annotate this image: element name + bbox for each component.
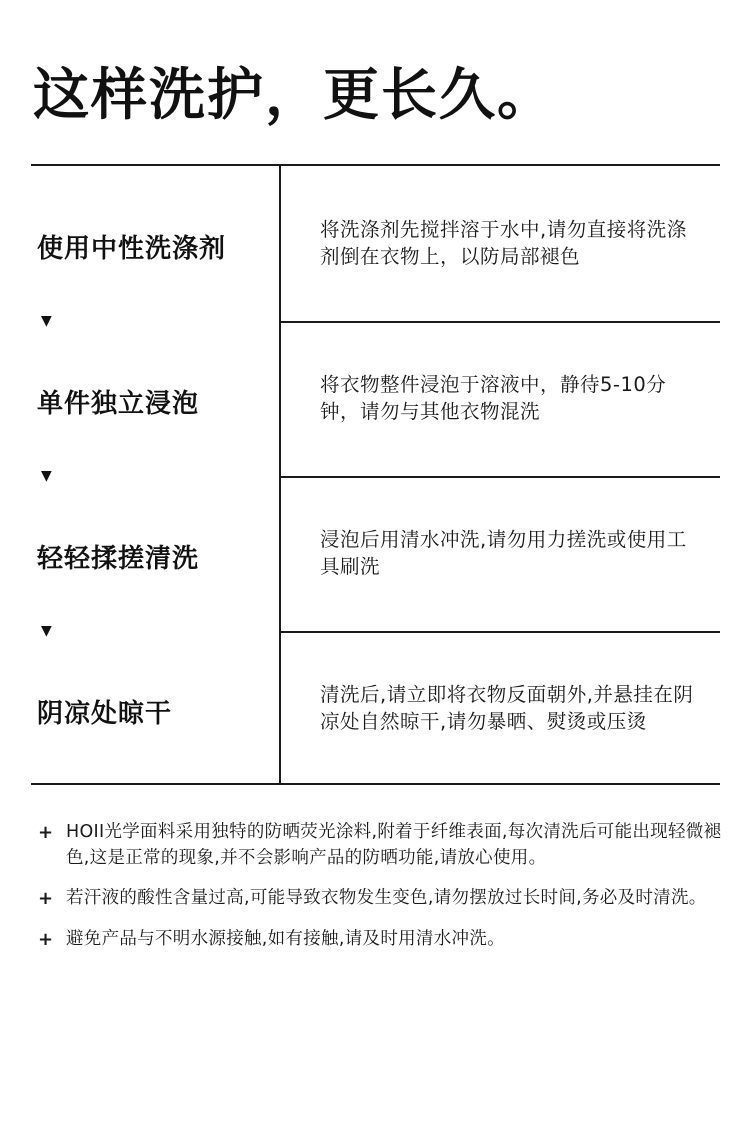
note-item (38, 820, 728, 871)
step-row-gentle-wash (31, 476, 720, 639)
step-name: 阴凉处晾干 (37, 699, 173, 729)
note-item (38, 886, 728, 912)
step-row-neutral-detergent (31, 166, 720, 329)
plus-icon: + (38, 928, 54, 950)
step-description: 清洗后,请立即将衣物反面朝外,并悬挂在阴凉处自然晾干,请勿暴晒、熨烫或压烫 (320, 683, 694, 733)
step-row-soak-separately (31, 321, 720, 484)
care-notes (38, 820, 728, 967)
step-row-shade-dry (31, 631, 720, 786)
down-arrow-icon: ▼ (41, 623, 52, 639)
page-title: 这样洗护，更长久。 (33, 63, 555, 128)
step-description: 将衣物整件浸泡于溶液中，静待5-10分钟，请勿与其他衣物混洗 (320, 373, 667, 423)
note-text: 避免产品与不明水源接触,如有接触,请及时用清水冲洗。 (66, 928, 505, 949)
care-steps-table (31, 164, 720, 785)
down-arrow-icon: ▼ (41, 468, 52, 484)
plus-icon: + (38, 822, 54, 843)
note-item (38, 927, 728, 953)
plus-icon: + (38, 888, 54, 909)
note-text: HOII光学面料采用独特的防晒荧光涂料,附着于纤维表面,每次清洗后可能出现轻微褪色,这是正常的现象,并不会影响产品的防晒功能,请放心使用。 (66, 822, 722, 868)
step-name: 单件独立浸泡 (37, 389, 200, 419)
step-name: 使用中性洗涤剂 (37, 234, 227, 264)
step-name: 轻轻揉搓清洗 (37, 544, 200, 574)
down-arrow-icon: ▼ (41, 313, 52, 329)
note-text: 若汗液的酸性含量过高,可能导致衣物发生变色,请勿摆放过长时间,务必及时清洗。 (66, 888, 707, 908)
step-description: 将洗涤剂先搅拌溶于水中,请勿直接将洗涤剂倒在衣物上，以防局部褪色 (320, 218, 687, 268)
step-description: 浸泡后用清水冲洗,请勿用力搓洗或使用工具刷洗 (320, 528, 687, 578)
